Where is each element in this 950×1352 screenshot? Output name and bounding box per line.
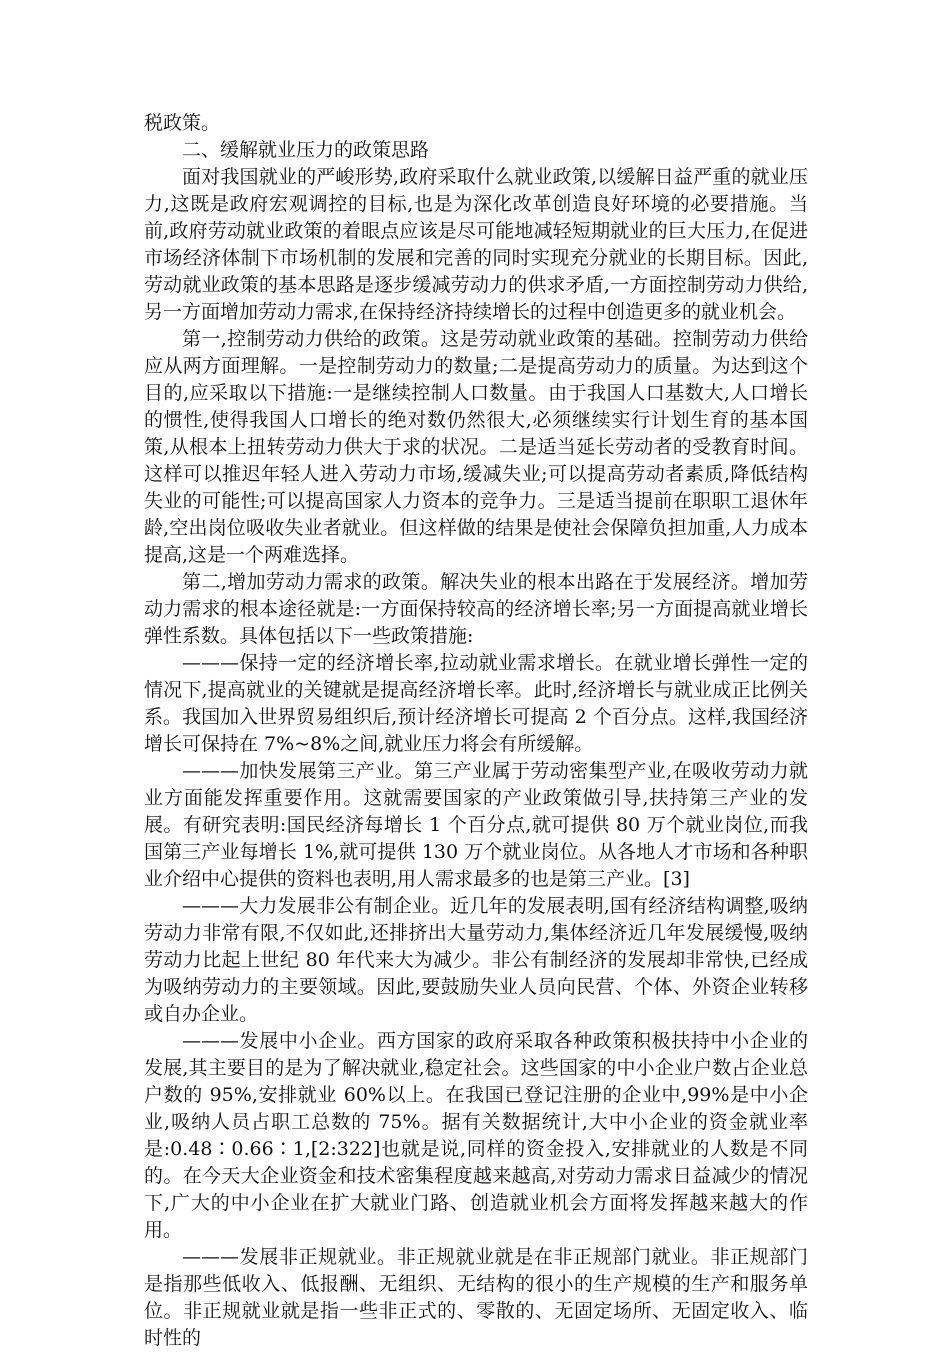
paragraph-growth-rate: ———保持一定的经济增长率,拉动就业需求增长。在就业增长弹性一定的情况下,提高就业的关键就是提高经济增长率。此时,经济增长与就业成正比例关系。我国加入世界贸易组织后,预计经济增长可提高 2 个百分点。这样,我国经济增长可保持在 7%~8%之间,就业压力将会有所缓解。 bbox=[144, 652, 808, 755]
paragraph-first-policy: 第一,控制劳动力供给的政策。这是劳动就业政策的基础。控制劳动力供给应从两方面理解。一是控制劳动力的数量;二是提高劳动力的质量。为达到这个目的,应采取以下措施:一是继续控制人口数量。由于我国人口基数大,人口增长的惯性,使得我国人口增长的绝对数仍然很大,必须继续实行计划生育的基本国策,从根本上扭转劳动力供大于求的状况。二是适当延长劳动者的受教育时间。这样可以推迟年轻人进入劳动力市场,缓减失业;可以提高劳动者素质,降低结构失业的可能性;可以提高国家人力资本的竞争力。三是适当提前在职职工退休年龄,空出岗位吸收失业者就业。但这样做的结果是使社会保障负担加重,人力成本提高,这是一个两难选择。 bbox=[144, 328, 808, 566]
paragraph-tail: 税政策。 bbox=[144, 112, 221, 134]
paragraph-intro: 面对我国就业的严峻形势,政府采取什么就业政策,以缓解日益严重的就业压力,这既是政府宏观调控的目标,也是为深化改革创造良好环境的必要措施。当前,政府劳动就业政策的着眼点应该是尽可能地减轻短期就业的巨大压力,在促进市场经济体制下市场机制的发展和完善的同时实现充分就业的长期目标。因此,劳动就业政策的基本思路是逐步缓减劳动力的供求矛盾,一方面控制劳动力供给,另一方面增加劳动力需求,在保持经济持续增长的过程中创造更多的就业机会。 bbox=[144, 166, 808, 323]
paragraph-second-policy: 第二,增加劳动力需求的政策。解决失业的根本出路在于发展经济。增加劳动力需求的根本途径就是:一方面保持较高的经济增长率;另一方面提高就业增长弹性系数。具体包括以下一些政策措施: bbox=[144, 571, 808, 647]
paragraph-informal-employment: ———发展非正规就业。非正规就业就是在非正规部门就业。非正规部门是指那些低收入、低报酬、无组织、无结构的很小的生产规模的生产和服务单位。非正规就业就是指一些非正式的、零散的、无固定场所、无固定收入、临时性的 bbox=[144, 1246, 808, 1349]
paragraph-tertiary-industry: ———加快发展第三产业。第三产业属于劳动密集型产业,在吸收劳动力就业方面能发挥重要作用。这就需要国家的产业政策做引导,扶持第三产业的发展。有研究表明:国民经济每增长 1 个百分点,就可提供 80 万个就业岗位,而我国第三产业每增长 1%,就可提供 130 万个就业岗位。从各地人才市场和各种职业介绍中心提供的资料也表明,用人需求最多的也是第三产业。[3] bbox=[144, 760, 808, 890]
paragraph-small-enterprise: ———发展中小企业。西方国家的政府采取各种政策积极扶持中小企业的发展,其主要目的是为了解决就业,稳定社会。这些国家的中小企业户数占企业总户数的 95%,安排就业 60%以上。在我国已登记注册的企业中,99%是中小企业,吸纳人员占职工总数的 75%。据有关数据统计,大中小企业的资金就业率是:0.48∶0.66∶1,[2:322]也就是说,同样的资金投入,安排就业的人数是不同的。在今天大企业资金和技术密集程度越来越高,对劳动力需求日益减少的情况下,广大的中小企业在扩大就业门路、创造就业机会方面将发挥越来越大的作用。 bbox=[144, 1030, 808, 1241]
section-heading: 二、缓解就业压力的政策思路 bbox=[182, 139, 430, 161]
document-page bbox=[144, 110, 808, 1352]
paragraph-non-public-enterprise: ———大力发展非公有制企业。近几年的发展表明,国有经济结构调整,吸纳劳动力非常有限,不仅如此,还排挤出大量劳动力,集体经济近几年发展缓慢,吸纳劳动力比起上世纪 80 年代来大为减少。非公有制经济的发展却非常快,已经成为吸纳劳动力的主要领域。因此,要鼓励失业人员向民营、个体、外资企业转移或自办企业。 bbox=[144, 895, 808, 1025]
